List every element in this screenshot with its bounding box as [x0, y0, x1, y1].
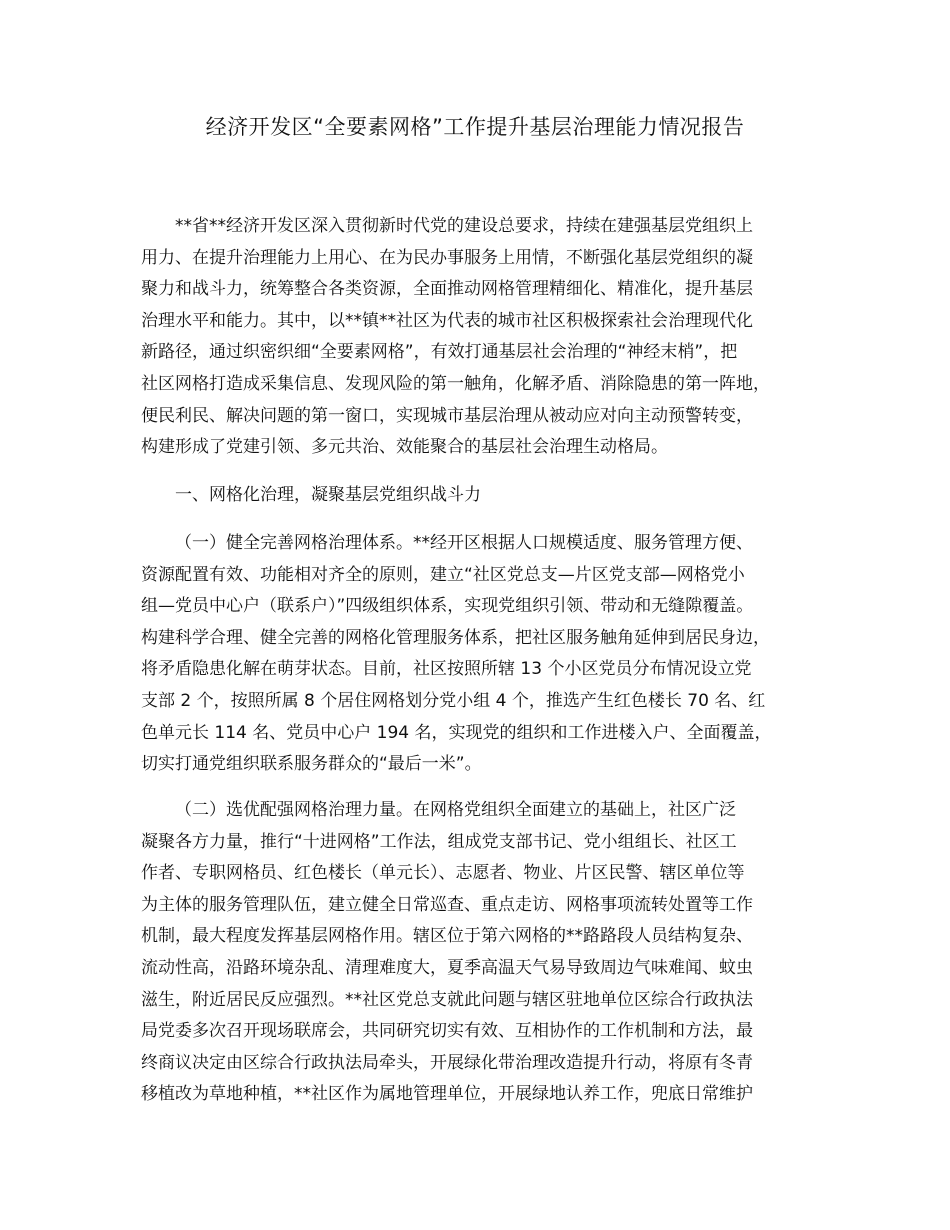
intro-paragraph	[141, 211, 831, 464]
paragraph-line: 移植改为草地种植，**社区作为属地管理单位，开展绿地认养工作，兜底日常维护	[141, 1084, 753, 1105]
paragraph-line: （二）选优配强网格治理力量。在网格党组织全面建立的基础上，社区广泛	[175, 800, 736, 820]
section-heading	[141, 480, 831, 512]
paragraph-line: 凝聚各方力量，推行“十进网格”工作法，组成党支部书记、党小组组长、社区工	[141, 831, 737, 852]
paragraph-line: （一）健全完善网格治理体系。**经开区根据人口规模适度、服务管理方便、	[175, 533, 753, 553]
paragraph-line: 构建形成了党建引领、多元共治、效能聚合的基层社会治理生动格局。	[141, 437, 668, 458]
paragraph-line: 滋生，附近居民反应强烈。**社区党总支就此问题与辖区驻地单位区综合行政执法	[141, 989, 753, 1010]
paragraph-line: 治理水平和能力。其中，以**镇**社区为代表的城市社区积极探索社会治理现代化	[141, 310, 753, 331]
paragraph-line: 社区网格打造成采集信息、发现风险的第一触角，化解矛盾、消除隐患的第一阵地，	[141, 373, 770, 394]
paragraph-line: 终商议决定由区综合行政执法局牵头，开展绿化带治理改造提升行动，将原有冬青	[141, 1052, 753, 1073]
paragraph-line: **省**经济开发区深入贯彻新时代党的建设总要求，持续在建强基层党组织上	[175, 216, 753, 236]
paragraph-line: 聚力和战斗力，统筹整合各类资源，全面推动网格管理精细化、精准化，提升基层	[141, 279, 753, 300]
paragraph-line: 色单元长 114 名、党员中心户 194 名，实现党的组织和工作进楼入户、全面覆盖，	[141, 722, 772, 743]
paragraph-line: 作者、专职网格员、红色楼长（单元长）、志愿者、物业、片区民警、辖区单位等	[141, 863, 745, 884]
paragraph-line: 资源配置有效、功能相对齐全的原则，建立“社区党总支—片区党支部—网格党小	[141, 564, 745, 585]
subsection-2-paragraph	[141, 795, 831, 1111]
paragraph-line: 切实打通党组织联系服务群众的“最后一米”。	[141, 754, 482, 775]
paragraph-line: 用力、在提升治理能力上用心、在为民办事服务上用情，不断强化基层党组织的凝	[141, 247, 753, 268]
paragraph-line: 流动性高，沿路环境杂乱、清理难度大，夏季高温天气易导致周边气味难闻、蚊虫	[141, 957, 753, 978]
subsection-1-paragraph	[141, 528, 831, 781]
paragraph-line: 将矛盾隐患化解在萌芽状态。目前，社区按照所辖 13 个小区党员分布情况设立党	[141, 659, 752, 680]
paragraph-line: 局党委多次召开现场联席会，共同研究切实有效、互相协作的工作机制和方法，最	[141, 1021, 753, 1042]
document-title: 经济开发区“全要素网格”工作提升基层治理能力情况报告	[205, 115, 745, 139]
paragraph-line: 为主体的服务管理队伍，建立健全日常巡查、重点走访、网格事项流转处置等工作	[141, 894, 753, 915]
paragraph-line: 便民利民、解决问题的第一窗口，实现城市基层治理从被动应对向主动预警转变，	[141, 405, 753, 426]
paragraph-line: 机制，最大程度发挥基层网格作用。辖区位于第六网格的**路路段人员结构复杂、	[141, 926, 753, 947]
paragraph-line: 组—党员中心户（联系户）”四级组织体系，实现党组织引领、带动和无缝隙覆盖。	[141, 596, 754, 617]
paragraph-line: 构建科学合理、健全完善的网格化管理服务体系，把社区服务触角延伸到居民身边，	[141, 627, 770, 648]
paragraph-line: 支部 2 个，按照所属 8 个居住网格划分党小组 4 个，推选产生红色楼长 70 名、红	[141, 690, 766, 711]
section-heading-text: 一、网格化治理，凝聚基层党组织战斗力	[175, 485, 481, 505]
paragraph-line: 新路径，通过织密织细“全要素网格”，有效打通基层社会治理的“神经末梢”，把	[141, 342, 738, 363]
